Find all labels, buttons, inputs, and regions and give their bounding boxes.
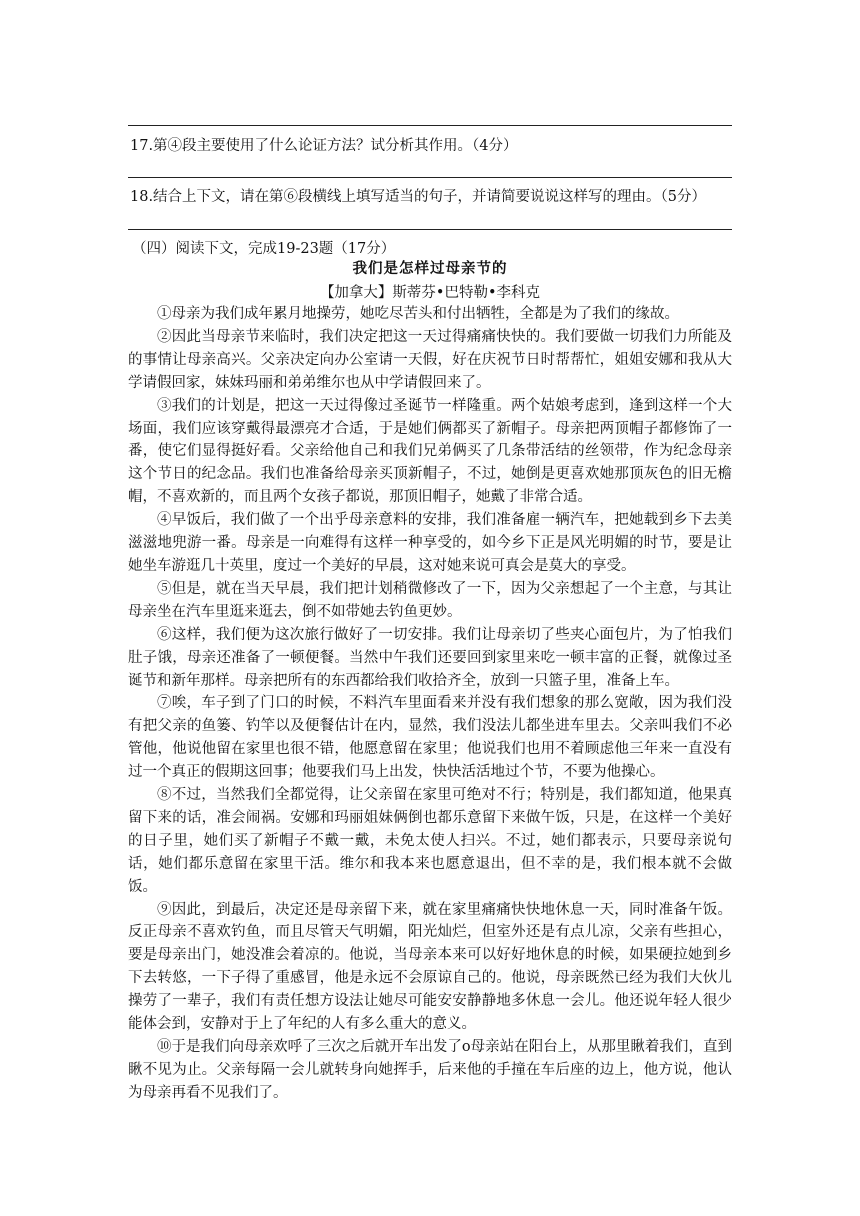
question-18: 18.结合上下文，请在第⑥段横线上填写适当的句子，并请简要说说这样写的理由。（5分） <box>130 189 707 205</box>
paragraph-10: ⑩于是我们向母亲欢呼了三次之后就开车出发了o母亲站在阳台上，从那里瞅着我们，直到瞅不见为止。父亲每隔一会儿就转身向她挥手，后来他的手撞在车后座的边上，他方说，他认为母亲再看不见我们了。 <box>128 1039 732 1101</box>
paragraph-1: ①母亲为我们成年累月地操劳，她吃尽苦头和付出牺牲，全都是为了我们的缘故。 <box>157 306 679 322</box>
paragraph-4: ④早饭后，我们做了一个出乎母亲意料的安排，我们准备雇一辆汽车，把她载到乡下去美滋滋地兜游一番。母亲是一向难得有这样一种享受的，如今乡下正是风光明媚的时节，要是让她坐车游逛几十英里，度过一个美好的早晨，这对她来说可真会是莫大的享受。 <box>128 512 732 574</box>
paragraph-9: ⑨因此，到最后，决定还是母亲留下来，就在家里痛痛快快地休息一天，同时准备午饭。反正母亲不喜欢钓鱼，而且尽管天气明媚，阳光灿烂，但室外还是有点儿凉，父亲有些担心，要是母亲出门，她没准会着凉的。他说，当母亲本来可以好好地休息的时候，如果硬拉她到乡下去转悠，一下子得了重感冒，他是永远不会原谅自己的。他说，母亲既然已经为我们大伙儿操劳了一辈子，我们有责任想方设法让她尽可能安安静静地多休息一会儿。他还说年轻人很少能体会到，安静对于上了年纪的人有多么重大的意义。 <box>128 901 732 1033</box>
answer-line <box>128 125 732 126</box>
paragraph-3: ③我们的计划是，把这一天过得像过圣诞节一样隆重。两个姑娘考虑到，逢到这样一个大场面，我们应该穿戴得最漂亮才合适，于是她们俩都买了新帽子。母亲把两顶帽子都修饰了一番，使它们显得挺好看。父亲给他自己和我们兄弟俩买了几条带活结的丝领带，作为纪念母亲这个节日的纪念品。我们也准备给母亲买顶新帽子，不过，她倒是更喜欢她那顶灰色的旧无檐帽，不喜欢新的，而且两个女孩子都说，那顶旧帽子，她戴了非常合适。 <box>128 397 732 506</box>
paragraph-5: ⑤但是，就在当天早晨，我们把计划稍微修改了一下，因为父亲想起了一个主意，与其让母亲坐在汽车里逛来逛去，倒不如带她去钓鱼更妙。 <box>128 580 732 620</box>
paragraph-2: ②因此当母亲节来临时，我们决定把这一天过得痛痛快快的。我们要做一切我们力所能及的事情让母亲高兴。父亲决定向办公室请一天假，好在庆祝节日时帮帮忙，姐姐安娜和我从大学请假回家，妹妹玛丽和弟弟维尔也从中学请假回来了。 <box>128 328 732 391</box>
article-body <box>128 303 732 1105</box>
paragraph-6: ⑥这样，我们便为这次旅行做好了一切安排。我们让母亲切了些夹心面包片，为了怕我们肚子饿，母亲还准备了一顿便餐。当然中午我们还要回到家里来吃一顿丰富的正餐，就像过圣诞节和新年那样。母亲把所有的东西都给我们收拾齐全，放到一只篮子里，准备上车。 <box>128 626 732 689</box>
exam-page <box>128 0 732 1216</box>
article-title: 我们是怎样过母亲节的 <box>352 260 508 277</box>
answer-line <box>128 177 732 178</box>
article-author: 【加拿大】斯蒂芬•巴特勒•李科克 <box>319 285 541 301</box>
paragraph-7: ⑦唉，车子到了门口的时候，不料汽车里面看来并没有我们想象的那么宽敞，因为我们没有把父亲的鱼篓、钓竿以及便餐估计在内，显然，我们没法儿都坐进车里去。父亲叫我们不必管他，他说他留在家里也很不错，他愿意留在家里；他说我们也用不着顾虑他三年来一直没有过一个真正的假期这回事；他要我们马上出发，快快活活地过个节，不要为他操心。 <box>128 695 732 781</box>
section-heading: （四）阅读下文，完成19-23题（17分） <box>132 241 396 257</box>
answer-line <box>128 229 732 230</box>
question-17: 17.第④段主要使用了什么论证方法？试分析其作用。（4分） <box>130 138 518 154</box>
paragraph-8: ⑧不过，当然我们全都觉得，让父亲留在家里可绝对不行；特别是，我们都知道，他果真留下来的话，准会闹祸。安娜和玛丽姐妹俩倒也都乐意留下来做午饭，只是，在这样一个美好的日子里，她们买了新帽子不戴一戴，未免太使人扫兴。不过，她们都表示，只要母亲说句话，她们都乐意留在家里干活。维尔和我本来也愿意退出，但不幸的是，我们根本就不会做饭。 <box>128 787 732 895</box>
